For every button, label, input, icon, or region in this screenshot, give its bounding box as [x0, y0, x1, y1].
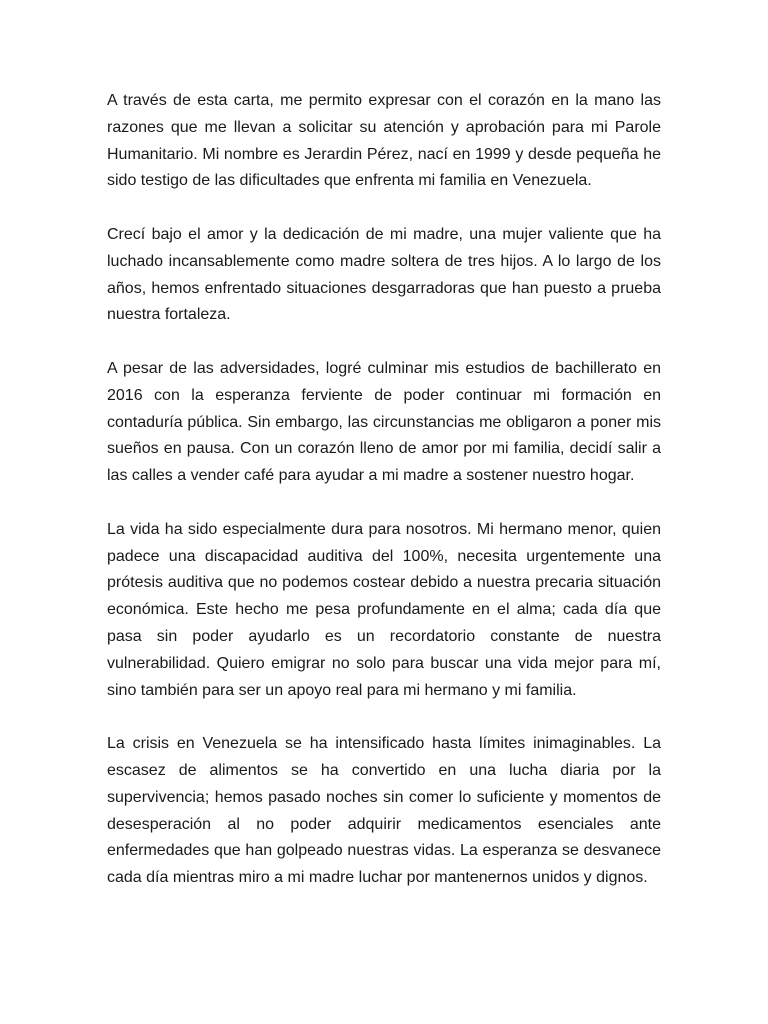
letter-paragraph-5: La crisis en Venezuela se ha intensificado hasta límites inimaginables. La escasez de alimentos se ha convertido en una lucha diaria por la supervivencia; hemos pasado noches sin comer lo suficiente y momentos de desesperación al no poder adquirir medicamentos esenciales ante enfermedades que han golpeado nuestras vidas. La esperanza se desvanece cada día mientras miro a mi madre luchar por mantenernos unidos y dignos. — [107, 735, 661, 887]
letter-body — [107, 88, 661, 919]
letter-paragraph-3: A pesar de las adversidades, logré culminar mis estudios de bachillerato en 2016 con la esperanza ferviente de poder continuar mi formación en contaduría pública. Sin embargo, las circunstancias me obligaron a poner mis sueños en pausa. Con un corazón lleno de amor por mi familia, decidí salir a las calles a vender café para ayudar a mi madre a sostener nuestro hogar. — [107, 359, 661, 485]
letter-paragraph-4: La vida ha sido especialmente dura para nosotros. Mi hermano menor, quien padece una discapacidad auditiva del 100%, necesita urgentemente una prótesis auditiva que no podemos costear debido a nuestra precaria situación económica. Este hecho me pesa profundamente en el alma; cada día que pasa sin poder ayudarlo es un recordatorio constante de nuestra vulnerabilidad. Quiero emigrar no solo para buscar una vida mejor para mí, sino también para ser un apoyo real para mi hermano y mi familia. — [107, 520, 661, 699]
letter-paragraph-1: A través de esta carta, me permito expresar con el corazón en la mano las razones que me llevan a solicitar su atención y aprobación para mi Parole Humanitario. Mi nombre es Jerardin Pérez, nací en 1999 y desde pequeña he sido testigo de las dificultades que enfrenta mi familia en Venezuela. — [107, 92, 661, 190]
letter-paragraph-2: Crecí bajo el amor y la dedicación de mi madre, una mujer valiente que ha luchado incansablemente como madre soltera de tres hijos. A lo largo de los años, hemos enfrentado situaciones desgarradoras que han puesto a prueba nuestra fortaleza. — [107, 225, 661, 324]
